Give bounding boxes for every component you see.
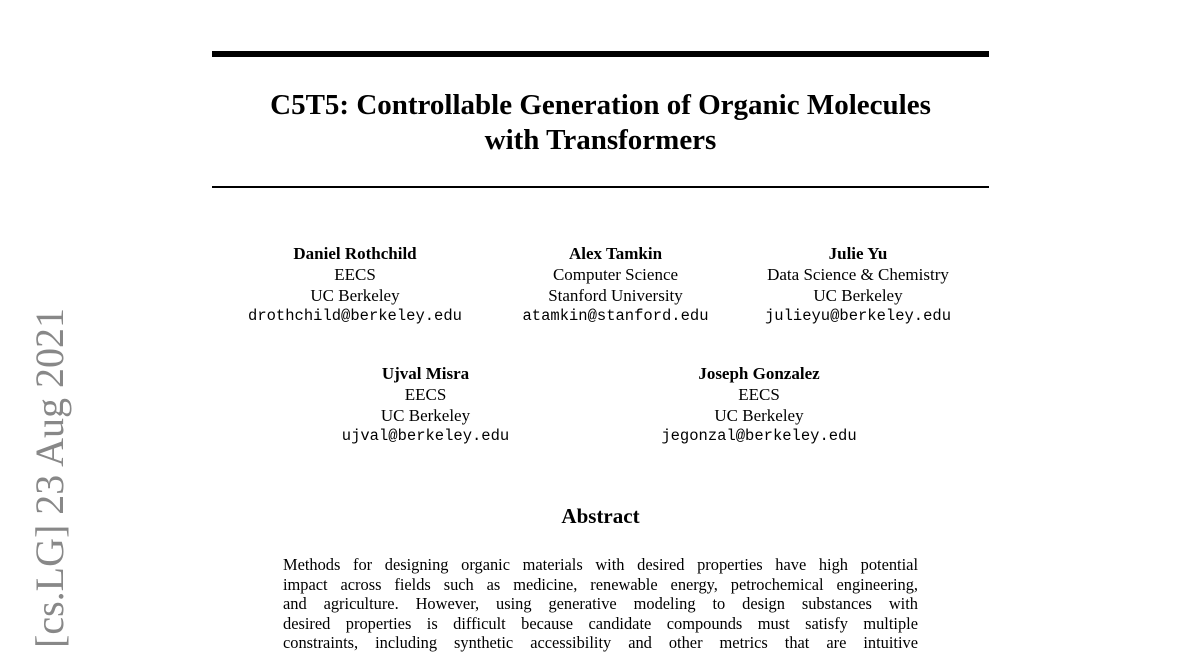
- abstract-line: impact across fields such as medicine, renewable energy, petrochemical engineering,: [283, 574, 918, 594]
- title-line-1: C5T5: Controllable Generation of Organic Molecules: [270, 89, 931, 121]
- author-email[interactable]: drothchild@berkeley.edu: [248, 307, 462, 325]
- author-affiliation: UC Berkeley: [310, 286, 400, 305]
- author-name: Joseph Gonzalez: [698, 364, 820, 383]
- abstract-body: [283, 555, 918, 653]
- title-bottom-rule: [212, 186, 989, 188]
- author-name: Julie Yu: [828, 244, 888, 263]
- author-email[interactable]: jegonzal@berkeley.edu: [661, 427, 857, 445]
- author-email[interactable]: atamkin@stanford.edu: [522, 307, 709, 325]
- title-line-2: with Transformers: [484, 124, 717, 156]
- author-name: Alex Tamkin: [568, 244, 663, 263]
- author-dept: Computer Science: [552, 265, 679, 284]
- author-dept: Data Science & Chemistry: [767, 265, 949, 284]
- abstract-line: desired properties is difficult because candidate compounds must satisfy multiple: [283, 613, 918, 633]
- author-block: [235, 243, 475, 327]
- arxiv-stamp: [cs.LG] 23 Aug 2021: [27, 308, 72, 648]
- author-email[interactable]: julieyu@berkeley.edu: [764, 307, 952, 325]
- author-block: [645, 363, 873, 447]
- author-affiliation: UC Berkeley: [813, 286, 903, 305]
- author-block: [318, 363, 533, 447]
- author-dept: EECS: [334, 265, 376, 284]
- paper-title: [212, 88, 989, 158]
- author-email[interactable]: ujval@berkeley.edu: [341, 427, 510, 445]
- author-name: Ujval Misra: [381, 364, 470, 383]
- title-top-rule: [212, 51, 989, 57]
- author-block: [503, 243, 728, 327]
- abstract-line: Methods for designing organic materials with desired properties have high potential: [283, 555, 918, 574]
- abstract-line: and agriculture. However, using generative modeling to design substances with: [283, 594, 918, 613]
- author-block: [748, 243, 968, 327]
- author-dept: EECS: [738, 385, 780, 404]
- author-dept: EECS: [404, 385, 447, 404]
- author-affiliation: Stanford University: [548, 286, 683, 305]
- author-affiliation: UC Berkeley: [380, 406, 471, 425]
- author-affiliation: UC Berkeley: [714, 406, 804, 425]
- author-name: Daniel Rothchild: [293, 244, 417, 263]
- abstract-line: constraints, including synthetic accessibility and other metrics that are intuitive: [283, 633, 918, 652]
- abstract-heading: Abstract: [561, 504, 640, 528]
